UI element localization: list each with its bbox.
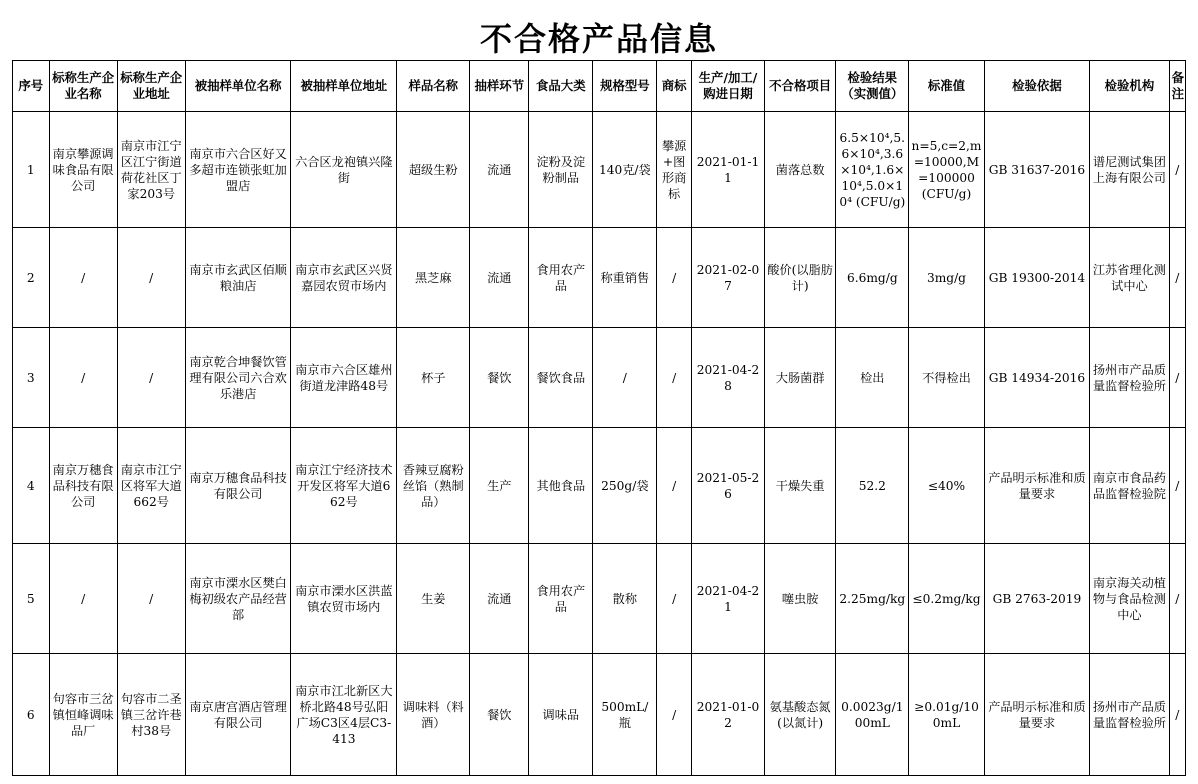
cell-seq: 2 xyxy=(13,228,50,328)
cell-category: 餐饮食品 xyxy=(529,328,593,428)
cell-sample-name: 杯子 xyxy=(397,328,470,428)
cell-standard: 3mg/g xyxy=(909,228,984,328)
cell-sampled-unit: 南京市玄武区佰顺粮油店 xyxy=(185,228,291,328)
cell-stage: 餐饮 xyxy=(470,654,529,776)
cell-result: 52.2 xyxy=(836,428,909,544)
cell-brand: / xyxy=(657,328,692,428)
cell-result: 6.5×10⁴,5.6×10⁴,3.6×10⁴,1.6×10⁴,5.0×10⁴ (CFU/g) xyxy=(836,112,909,228)
cell-stage: 生产 xyxy=(470,428,529,544)
cell-agency: 江苏省理化测试中心 xyxy=(1090,228,1169,328)
cell-result: 2.25mg/kg xyxy=(836,544,909,654)
cell-brand: / xyxy=(657,428,692,544)
table-header-row xyxy=(13,61,1186,112)
cell-seq: 4 xyxy=(13,428,50,544)
cell-producer: / xyxy=(49,544,117,654)
cell-brand: / xyxy=(657,654,692,776)
cell-note: / xyxy=(1169,428,1185,544)
cell-date: 2021-01-02 xyxy=(691,654,764,776)
cell-date: 2021-04-21 xyxy=(691,544,764,654)
table-row xyxy=(13,112,1186,228)
cell-producer-address: / xyxy=(117,328,185,428)
cell-spec: 140克/袋 xyxy=(593,112,657,228)
cell-date: 2021-01-11 xyxy=(691,112,764,228)
cell-sample-name: 调味料（料酒） xyxy=(397,654,470,776)
cell-category: 其他食品 xyxy=(529,428,593,544)
cell-producer-address: 南京市江宁区将军大道662号 xyxy=(117,428,185,544)
cell-item: 菌落总数 xyxy=(765,112,836,228)
header-cell: 食品大类 xyxy=(529,61,593,112)
cell-agency: 谱尼测试集团上海有限公司 xyxy=(1090,112,1169,228)
cell-spec: 500mL/瓶 xyxy=(593,654,657,776)
cell-seq: 6 xyxy=(13,654,50,776)
header-cell: 备注 xyxy=(1169,61,1185,112)
header-cell: 标称生产企业名称 xyxy=(49,61,117,112)
cell-agency: 南京市食品药品监督检验院 xyxy=(1090,428,1169,544)
header-cell: 商标 xyxy=(657,61,692,112)
cell-result: 检出 xyxy=(836,328,909,428)
cell-sample-name: 香辣豆腐粉丝馅（熟制品） xyxy=(397,428,470,544)
header-cell: 检验结果（实测值） xyxy=(836,61,909,112)
cell-stage: 流通 xyxy=(470,228,529,328)
cell-producer-address: 句容市二圣镇三岔许巷村38号 xyxy=(117,654,185,776)
cell-sampled-unit: 南京市溧水区樊白梅初级农产品经营部 xyxy=(185,544,291,654)
cell-note: / xyxy=(1169,228,1185,328)
cell-note: / xyxy=(1169,328,1185,428)
cell-spec: 250g/袋 xyxy=(593,428,657,544)
cell-note: / xyxy=(1169,112,1185,228)
cell-spec: 散称 xyxy=(593,544,657,654)
cell-sampled-unit: 南京乾合坤餐饮管理有限公司六合欢乐港店 xyxy=(185,328,291,428)
cell-sample-name: 超级生粉 xyxy=(397,112,470,228)
cell-standard: ≥0.01g/100mL xyxy=(909,654,984,776)
header-cell: 规格型号 xyxy=(593,61,657,112)
unqualified-products-table xyxy=(12,60,1186,776)
cell-spec: 称重销售 xyxy=(593,228,657,328)
cell-basis: GB 14934-2016 xyxy=(984,328,1090,428)
cell-item: 大肠菌群 xyxy=(765,328,836,428)
cell-item: 氨基酸态氮(以氮计) xyxy=(765,654,836,776)
cell-basis: GB 31637-2016 xyxy=(984,112,1090,228)
cell-item: 干燥失重 xyxy=(765,428,836,544)
cell-basis: GB 19300-2014 xyxy=(984,228,1090,328)
cell-stage: 流通 xyxy=(470,112,529,228)
header-cell: 标称生产企业地址 xyxy=(117,61,185,112)
cell-producer-address: 南京市江宁区江宁街道荷花社区丁家203号 xyxy=(117,112,185,228)
cell-sampled-unit: 南京市六合区好又多超市连锁张虹加盟店 xyxy=(185,112,291,228)
header-cell: 被抽样单位名称 xyxy=(185,61,291,112)
header-cell: 标准值 xyxy=(909,61,984,112)
cell-producer: / xyxy=(49,228,117,328)
cell-sampled-address: 南京市江北新区大桥北路48号弘阳广场C3区4层C3-413 xyxy=(291,654,397,776)
cell-note: / xyxy=(1169,654,1185,776)
header-cell: 不合格项目 xyxy=(765,61,836,112)
cell-sampled-address: 六合区龙袍镇兴隆街 xyxy=(291,112,397,228)
cell-category: 淀粉及淀粉制品 xyxy=(529,112,593,228)
cell-basis: 产品明示标准和质量要求 xyxy=(984,654,1090,776)
cell-result: 0.0023g/100mL xyxy=(836,654,909,776)
cell-stage: 流通 xyxy=(470,544,529,654)
cell-standard: n=5,c=2,m=10000,M=100000 (CFU/g) xyxy=(909,112,984,228)
cell-sample-name: 黑芝麻 xyxy=(397,228,470,328)
table-row xyxy=(13,428,1186,544)
cell-sampled-address: 南京市六合区雄州街道龙津路48号 xyxy=(291,328,397,428)
cell-brand: 攀源+图形商标 xyxy=(657,112,692,228)
cell-result: 6.6mg/g xyxy=(836,228,909,328)
cell-sampled-unit: 南京万穗食品科技有限公司 xyxy=(185,428,291,544)
cell-brand: / xyxy=(657,544,692,654)
cell-stage: 餐饮 xyxy=(470,328,529,428)
cell-brand: / xyxy=(657,228,692,328)
table-row xyxy=(13,228,1186,328)
header-cell: 序号 xyxy=(13,61,50,112)
cell-standard: ≤0.2mg/kg xyxy=(909,544,984,654)
cell-basis: 产品明示标准和质量要求 xyxy=(984,428,1090,544)
cell-category: 调味品 xyxy=(529,654,593,776)
header-cell: 被抽样单位地址 xyxy=(291,61,397,112)
header-cell: 样品名称 xyxy=(397,61,470,112)
header-cell: 生产/加工/购进日期 xyxy=(691,61,764,112)
cell-agency: 扬州市产品质量监督检验所 xyxy=(1090,654,1169,776)
cell-producer: 南京攀源调味食品有限公司 xyxy=(49,112,117,228)
cell-seq: 3 xyxy=(13,328,50,428)
cell-date: 2021-04-28 xyxy=(691,328,764,428)
cell-agency: 南京海关动植物与食品检测中心 xyxy=(1090,544,1169,654)
header-cell: 检验机构 xyxy=(1090,61,1169,112)
cell-sampled-address: 南京市溧水区洪蓝镇农贸市场内 xyxy=(291,544,397,654)
cell-standard: 不得检出 xyxy=(909,328,984,428)
cell-category: 食用农产品 xyxy=(529,544,593,654)
cell-seq: 1 xyxy=(13,112,50,228)
cell-spec: / xyxy=(593,328,657,428)
cell-producer: / xyxy=(49,328,117,428)
cell-producer: 南京万穗食品科技有限公司 xyxy=(49,428,117,544)
cell-date: 2021-05-26 xyxy=(691,428,764,544)
cell-producer: 句容市三岔镇恒峰调味品厂 xyxy=(49,654,117,776)
cell-sampled-unit: 南京唐宫酒店管理有限公司 xyxy=(185,654,291,776)
cell-agency: 扬州市产品质量监督检验所 xyxy=(1090,328,1169,428)
cell-note: / xyxy=(1169,544,1185,654)
cell-sampled-address: 南京市玄武区兴贤嘉园农贸市场内 xyxy=(291,228,397,328)
cell-item: 酸价(以脂肪计) xyxy=(765,228,836,328)
table-row xyxy=(13,544,1186,654)
header-cell: 抽样环节 xyxy=(470,61,529,112)
page-title: 不合格产品信息 xyxy=(479,20,718,58)
cell-sample-name: 生姜 xyxy=(397,544,470,654)
cell-sampled-address: 南京江宁经济技术开发区将军大道662号 xyxy=(291,428,397,544)
cell-producer-address: / xyxy=(117,228,185,328)
cell-seq: 5 xyxy=(13,544,50,654)
cell-basis: GB 2763-2019 xyxy=(984,544,1090,654)
cell-item: 噻虫胺 xyxy=(765,544,836,654)
cell-category: 食用农产品 xyxy=(529,228,593,328)
cell-date: 2021-02-07 xyxy=(691,228,764,328)
table-row xyxy=(13,328,1186,428)
cell-standard: ≤40% xyxy=(909,428,984,544)
header-cell: 检验依据 xyxy=(984,61,1090,112)
cell-producer-address: / xyxy=(117,544,185,654)
table-row xyxy=(13,654,1186,776)
